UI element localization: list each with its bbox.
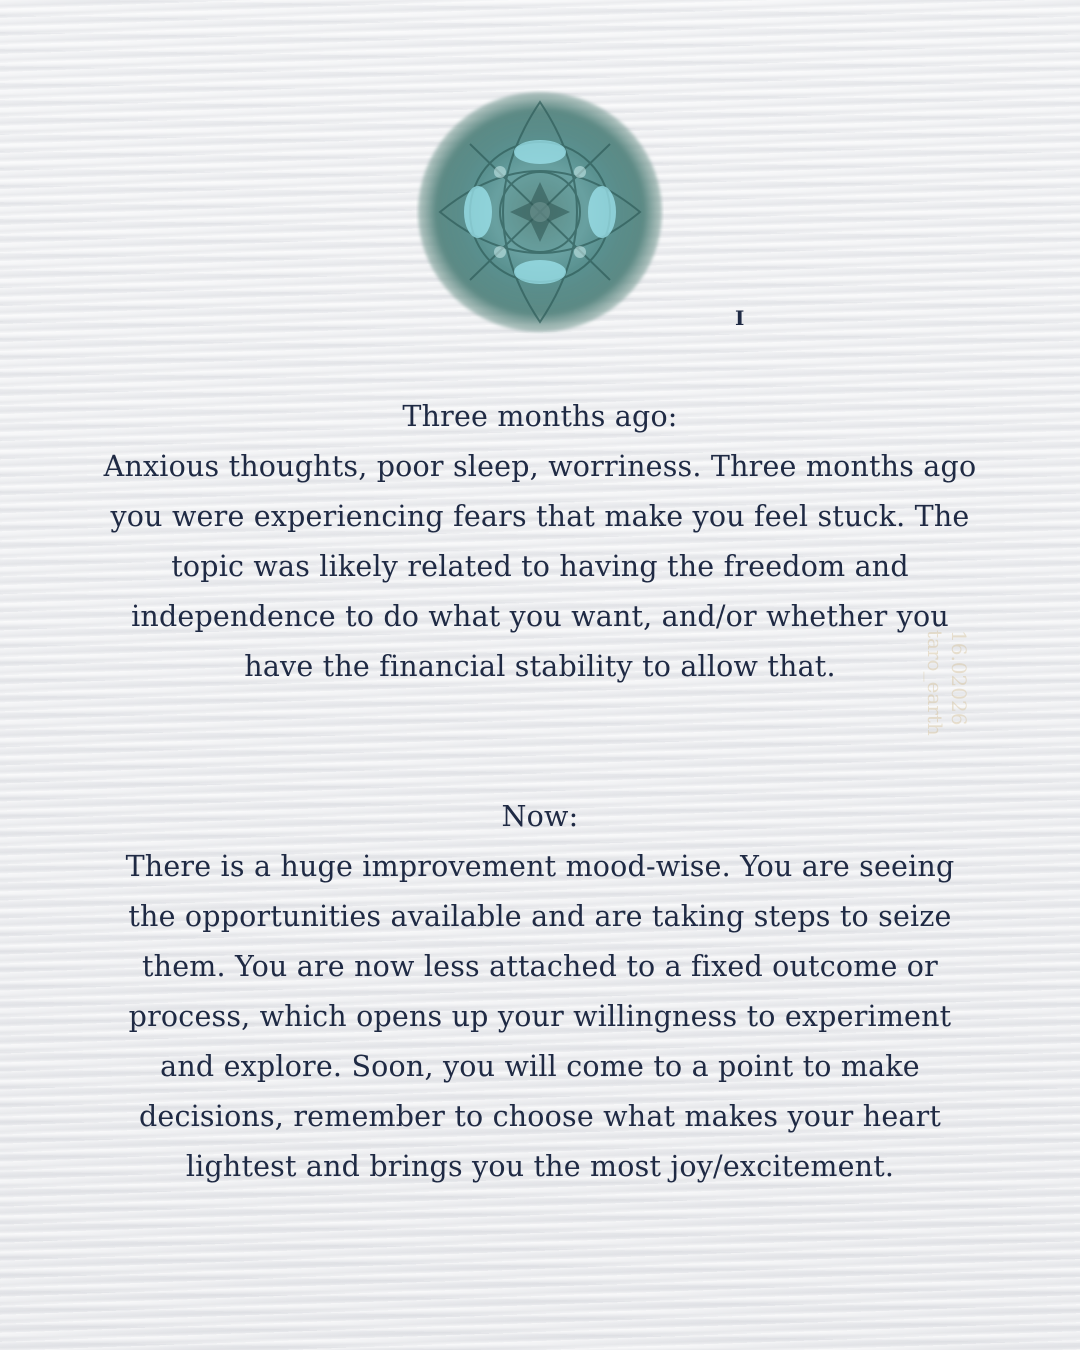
watermark-date: 16.02026 [947,630,971,726]
past-section [100,392,980,692]
now-body: There is a huge improvement mood-wise. You are seeing the opportunities available and are taking steps to seize them. You are now less attached to a fixed outcome or process, which opens up your willingness to experiment and explore. Soon, you will come to a point to make decisions, remember to choose what makes your heart lightest and brings you the most joy/excitement. [125,850,955,1183]
past-heading: Three months ago: [402,400,678,433]
now-section [100,792,980,1192]
watermark-handle: taro_earth [923,630,947,736]
now-heading: Now: [501,800,579,833]
past-body: Anxious thoughts, poor sleep, worriness. Three months ago you were experiencing fears that make you feel stuck. The topic was likely related to having the freedom and independence to do what you want, and/or whether you have the financial stability to allow that. [103,450,977,683]
page-number: I [735,306,745,330]
mandala-orb-image [416,90,664,334]
